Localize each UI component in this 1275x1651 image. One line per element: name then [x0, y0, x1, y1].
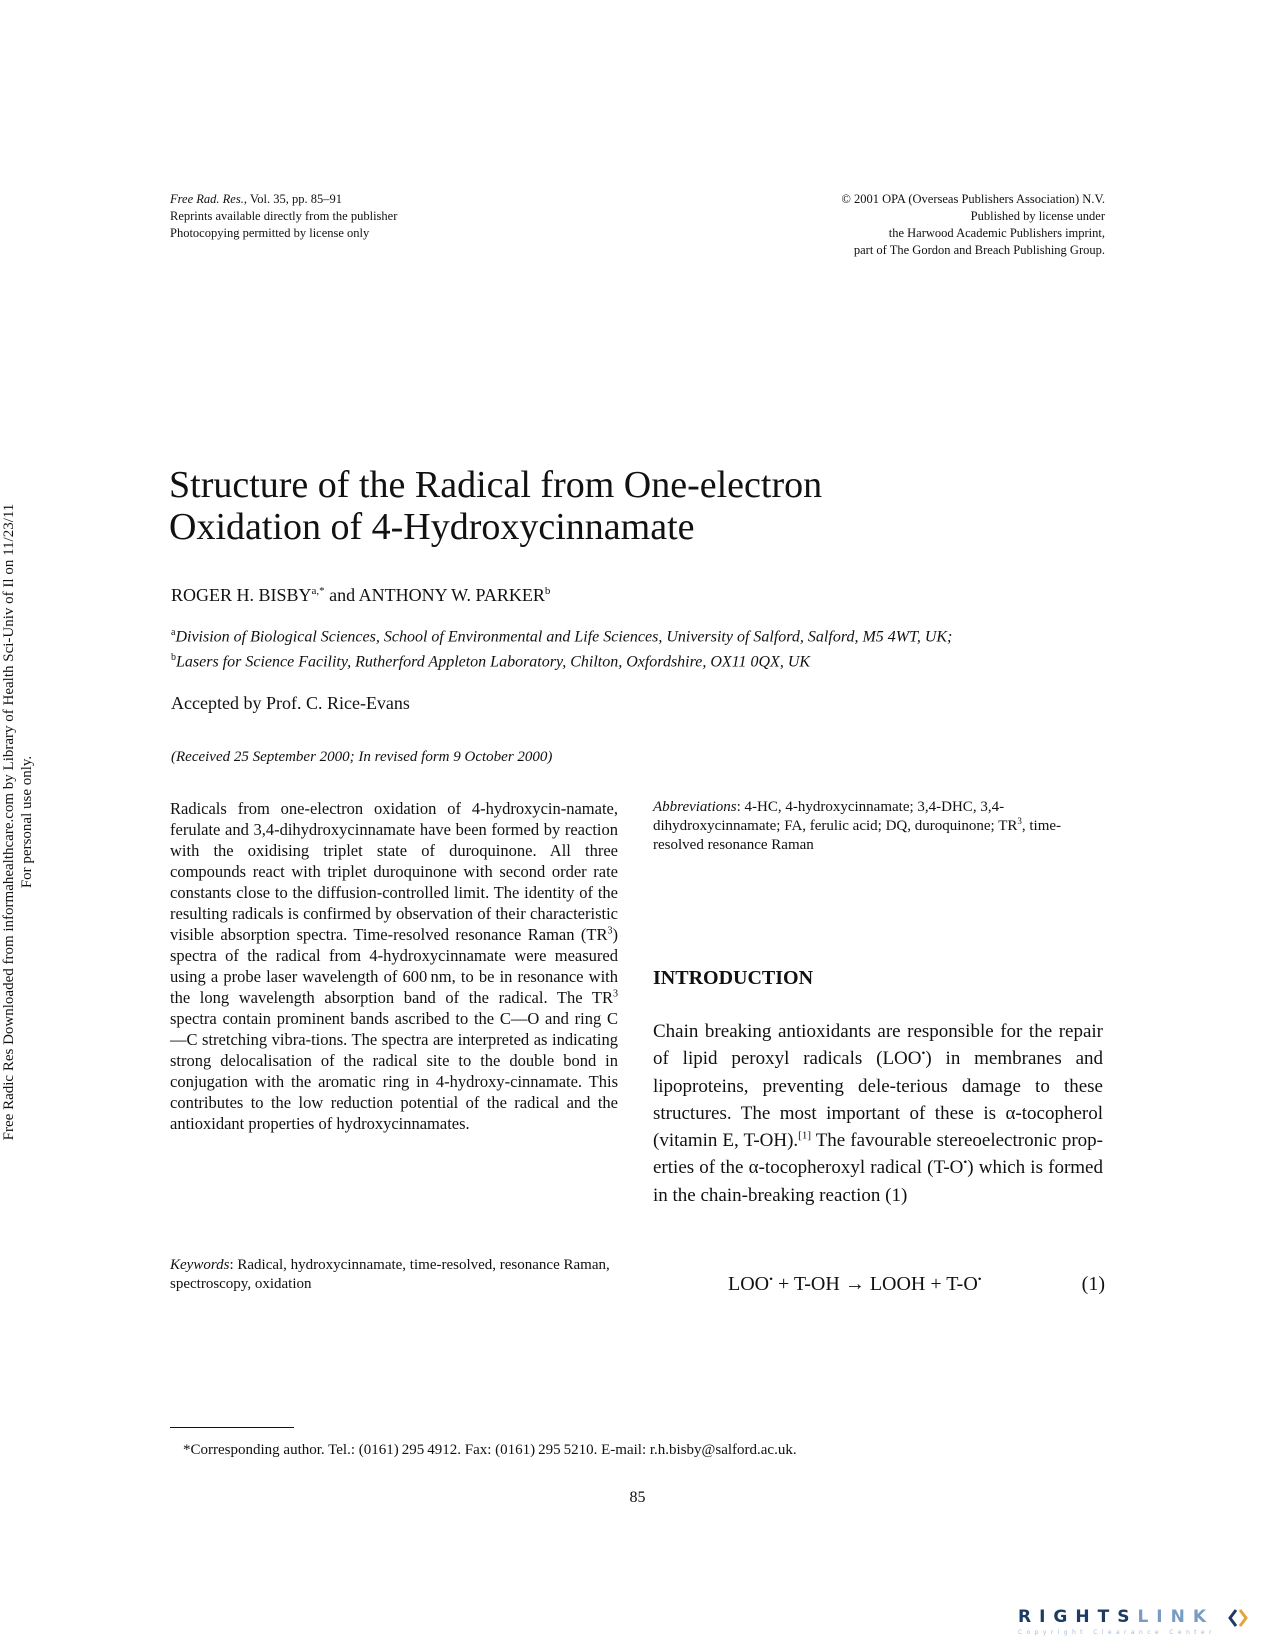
author-list [171, 580, 550, 606]
copyright-line: © 2001 OPA (Overseas Publishers Association) N.V. [841, 192, 1105, 206]
paragraph-text: The favourable stereoelectronic prop-erties of the α-tocopheroxyl radical (T-O [653, 1130, 1103, 1179]
radical-dot: • [963, 1157, 968, 1170]
affiliation-b [171, 647, 952, 672]
affiliation-text: Lasers for Science Facility, Rutherford Appleton Laboratory, Chilton, Oxfordshire, OX11 0QX, UK [176, 653, 811, 671]
abbreviations-label: Abbreviations [653, 799, 737, 815]
paragraph-text: ) which is formed in the chain-breaking reaction (1) [653, 1157, 1103, 1206]
journal-name: Free Rad. Res. [170, 192, 244, 206]
author-affiliation-mark: b [544, 585, 551, 597]
affiliation-text: Division of Biological Sciences, School of Environmental and Life Sciences, University of Salford, Salford, M5 4WT, UK; [175, 628, 953, 646]
page-number: 85 [629, 1489, 646, 1506]
equation-1 [728, 1272, 982, 1296]
corresponding-author-footnote: *Corresponding author. Tel.: (0161) 295 4912. Fax: (0161) 295 5210. E-mail: r.h.bisby@salford.ac.uk. [183, 1442, 797, 1458]
article-title [169, 464, 1069, 548]
superscript: 3 [607, 925, 613, 937]
author-name: ROGER H. BISBY [171, 585, 312, 605]
author-separator: and [324, 585, 359, 605]
paragraph-text: ) in membranes and lipoproteins, preventing dele-terious damage to these structures. The most important of these is α-tocopherol (vitamin E, T-OH). [653, 1048, 1104, 1152]
radical-dot: • [921, 1047, 926, 1060]
abbreviations-text: : 4-HC, 4-hydroxycinnamate; 3,4-DHC, 3,4-dihydroxycinnamate; FA, ferulic acid; DQ, duroquinone; TR [653, 799, 1018, 834]
affiliation-a [171, 622, 952, 647]
personal-use-line: For personal use only. [19, 755, 35, 889]
section-heading-introduction: INTRODUCTION [653, 967, 814, 989]
introduction-paragraph [653, 1018, 1103, 1209]
abstract-text: ) spectra of the radical from 4-hydroxycinnamate were measured using a probe laser wavelength of 600 nm, to be in resonance with the long wavelength absorption band of the radical. The TR [170, 925, 618, 1007]
equation-term: + T-OH → LOOH + T-O [772, 1273, 978, 1295]
keywords-label: Keywords [170, 1257, 230, 1273]
publisher-block [841, 191, 1105, 259]
abstract-text: spectra contain prominent bands ascribed to the C—O and ring C—C stretching vibra-tions. The spectra are interpreted as indicating strong delocalisation of the radical site to the double bond in conjugation with the aromatic ring in 4-hydroxy-cinnamate. This contributes to the low reduction potential of the radical and the antioxidant properties of hydroxycinnamates. [170, 1009, 618, 1133]
radical-dot: • [769, 1273, 773, 1286]
author-affiliation-mark: a,* [311, 585, 325, 597]
journal-citation-block [170, 191, 397, 242]
logo-wordmark [1018, 1607, 1214, 1627]
abstract-text: Radicals from one-electron oxidation of 4-hydroxycin-namate, ferulate and 3,4-dihydroxycinnamate have been formed by reaction with the oxidising triplet state of duroquinone. All three compounds react with triplet duroquinone with second order rate constants close to the diffusion-controlled limit. The identity of the resulting radicals is confirmed by observation of their characteristic visible absorption spectra. Time-resolved resonance Raman (TR [170, 799, 618, 944]
logo-wordmark-link: LINK [1137, 1607, 1214, 1627]
citation-line [170, 191, 397, 208]
author-name: ANTHONY W. PARKER [358, 585, 545, 605]
radical-dot: • [977, 1273, 982, 1286]
publisher-line: Published by license under [970, 209, 1105, 223]
equation-term: LOO [728, 1273, 770, 1295]
keywords-text: : Radical, hydroxycinnamate, time-resolved, resonance Raman, spectroscopy, oxidation [170, 1257, 610, 1292]
affiliation-mark: a [171, 627, 176, 638]
superscript: 3 [1017, 816, 1022, 826]
logo-wordmark-rights: RIGHTS [1018, 1607, 1138, 1627]
equation-number: (1) [1081, 1273, 1105, 1295]
superscript: 3 [613, 988, 618, 1000]
volume-pages: , Vol. 35, pp. 85–91 [243, 192, 342, 206]
download-notice-line: Free Radic Res Downloaded from informahealthcare.com by Library of Health Sci-Univ of Il on 11/23/11 [1, 503, 17, 1141]
photocopy-note: Photocopying permitted by license only [170, 226, 370, 240]
received-dates: (Received 25 September 2000; In revised form 9 October 2000) [171, 749, 553, 765]
affiliations [171, 622, 952, 673]
reprints-note: Reprints available directly from the publisher [170, 209, 398, 223]
footnote-divider [170, 1427, 294, 1428]
abbreviations-text: , time-resolved resonance Raman [653, 818, 1062, 853]
title-line-2: Oxidation of 4-Hydroxycinnamate [169, 506, 695, 548]
paragraph-text: Chain breaking antioxidants are responsible for the repair of lipid peroxyl radicals (LOO [653, 1021, 1103, 1070]
keywords [170, 1256, 618, 1294]
imprint-line: the Harwood Academic Publishers imprint, [888, 226, 1105, 240]
citation-reference[interactable]: [1] [798, 1129, 811, 1142]
affiliation-mark: b [171, 652, 176, 664]
abstract [170, 798, 618, 1134]
chevron-brackets-icon [1228, 1607, 1250, 1629]
group-line: part of The Gordon and Breach Publishing Group. [853, 243, 1105, 257]
title-line-1: Structure of the Radical from One-electron [169, 464, 823, 506]
accepted-by: Accepted by Prof. C. Rice-Evans [171, 693, 410, 713]
abbreviations [653, 798, 1103, 855]
rightslink-logo[interactable] [1018, 1607, 1250, 1641]
logo-tagline: Copyright Clearance Center [1018, 1629, 1216, 1636]
